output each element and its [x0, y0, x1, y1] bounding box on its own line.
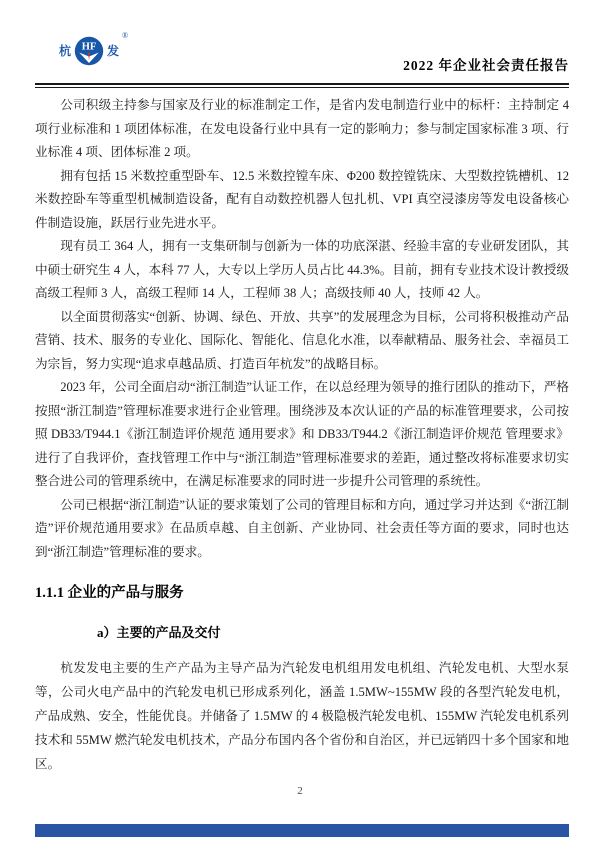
body-paragraph: 拥有包括 15 米数控重型卧车、12.5 米数控镗车床、Φ200 数控镗铣床、大型数控铣槽机、12 米数控卧车等重型机械制造设备，配有自动数控机器人包扎机、VPI 真空浸漆房等发电设备核心件制造设施，跃居行业先进水平。: [35, 168, 569, 230]
document-body: [35, 88, 569, 776]
footer-bar: [35, 824, 569, 837]
body-paragraph: 现有员工 364 人，拥有一支集研制与创新为一体的功底深湛、经验丰富的专业研发团队，其中硕士研究生 4 人，本科 77 人，大专以上学历人员占比 44.3%。目前，拥有专业技术设计教授级高级工程师 3 人，高级工程师 14 人，工程师 38 人；高级技师 40 人，技师 42 人。: [35, 239, 569, 300]
body-paragraph: 公司积级主持参与国家及行业的标准制定工作，是省内发电制造行业中的标杆：主持制定 4 项行业标准和 1 项团体标准，在发电设备行业中具有一定的影响力；参与制定国家标准 3 项、行业标准 4 项、团体标准 2 项。: [35, 98, 569, 159]
logo-left-char: 杭: [59, 44, 72, 58]
body-paragraph: 杭发发电主要的生产产品为主导产品为汽轮发电机组用发电机组、汽轮发电机、大型水泵等，公司火电产品中的汽轮发电机已形成系列化，涵盖 1.5MW~155MW 段的各型汽轮发电机，产品成熟、安全，性能优良。并储备了 1.5MW 的 4 极隐极汽轮发电机、155MW 汽轮发电机系列技术和 55MW 燃汽轮发电机技术，产品分布国内各个省份和自治区，并已远销四十多个国家和地区。: [35, 661, 569, 771]
logo-right-char: 发: [107, 44, 120, 58]
body-paragraph: 2023 年，公司全面启动“浙江制造”认证工作，在以总经理为领导的推行团队的推动下，严格按照“浙江制造”管理标准要求进行企业管理。围绕涉及本次认证的产品的标准管理要求，公司按照 DB33/T944.1《浙江制造评价规范 通用要求》和 DB33/T944.2《浙江制造评价规范 管理要求》进行了自我评价，查找管理工作中与“浙江制造”管理标准要求的差距，通过整改将标准要求切实整合进公司的管理系统中，在满足标准要求的同时进一步提升公司管理的系统性。: [35, 380, 569, 488]
svg-text:HF: HF: [81, 41, 97, 53]
report-title: 2022 年企业社会责任报告: [403, 58, 569, 73]
body-paragraph: 公司已根据“浙江制造”认证的要求策划了公司的管理目标和方向，通过学习并达到《“浙江制造”评价规范通用要求》在品质卓越、自主创新、产业协同、社会责任等方面的要求，同时也达到“浙江制造”管理标准的要求。: [35, 497, 569, 559]
body-paragraph: 以全面贯彻落实“创新、协调、绿色、开放、共享”的发展理念为目标，公司将积极推动产品营销、技术、服务的专业化、国际化、智能化、信息化水准，以奉献精品、服务社会、幸福员工为宗旨，努力实现“追求卓越品质、打造百年杭发”的战略目标。: [35, 309, 569, 371]
registered-trademark-icon: ®: [122, 31, 129, 40]
page-number: 2: [297, 785, 303, 797]
logo-hf-circle-icon: [74, 36, 104, 66]
company-logo: [59, 31, 129, 66]
section-heading: 1.1.1 企业的产品与服务: [35, 585, 184, 601]
section-subheading: a）主要的产品及交付: [97, 625, 221, 640]
page-header: [35, 0, 569, 88]
header-double-rule: [35, 83, 569, 88]
